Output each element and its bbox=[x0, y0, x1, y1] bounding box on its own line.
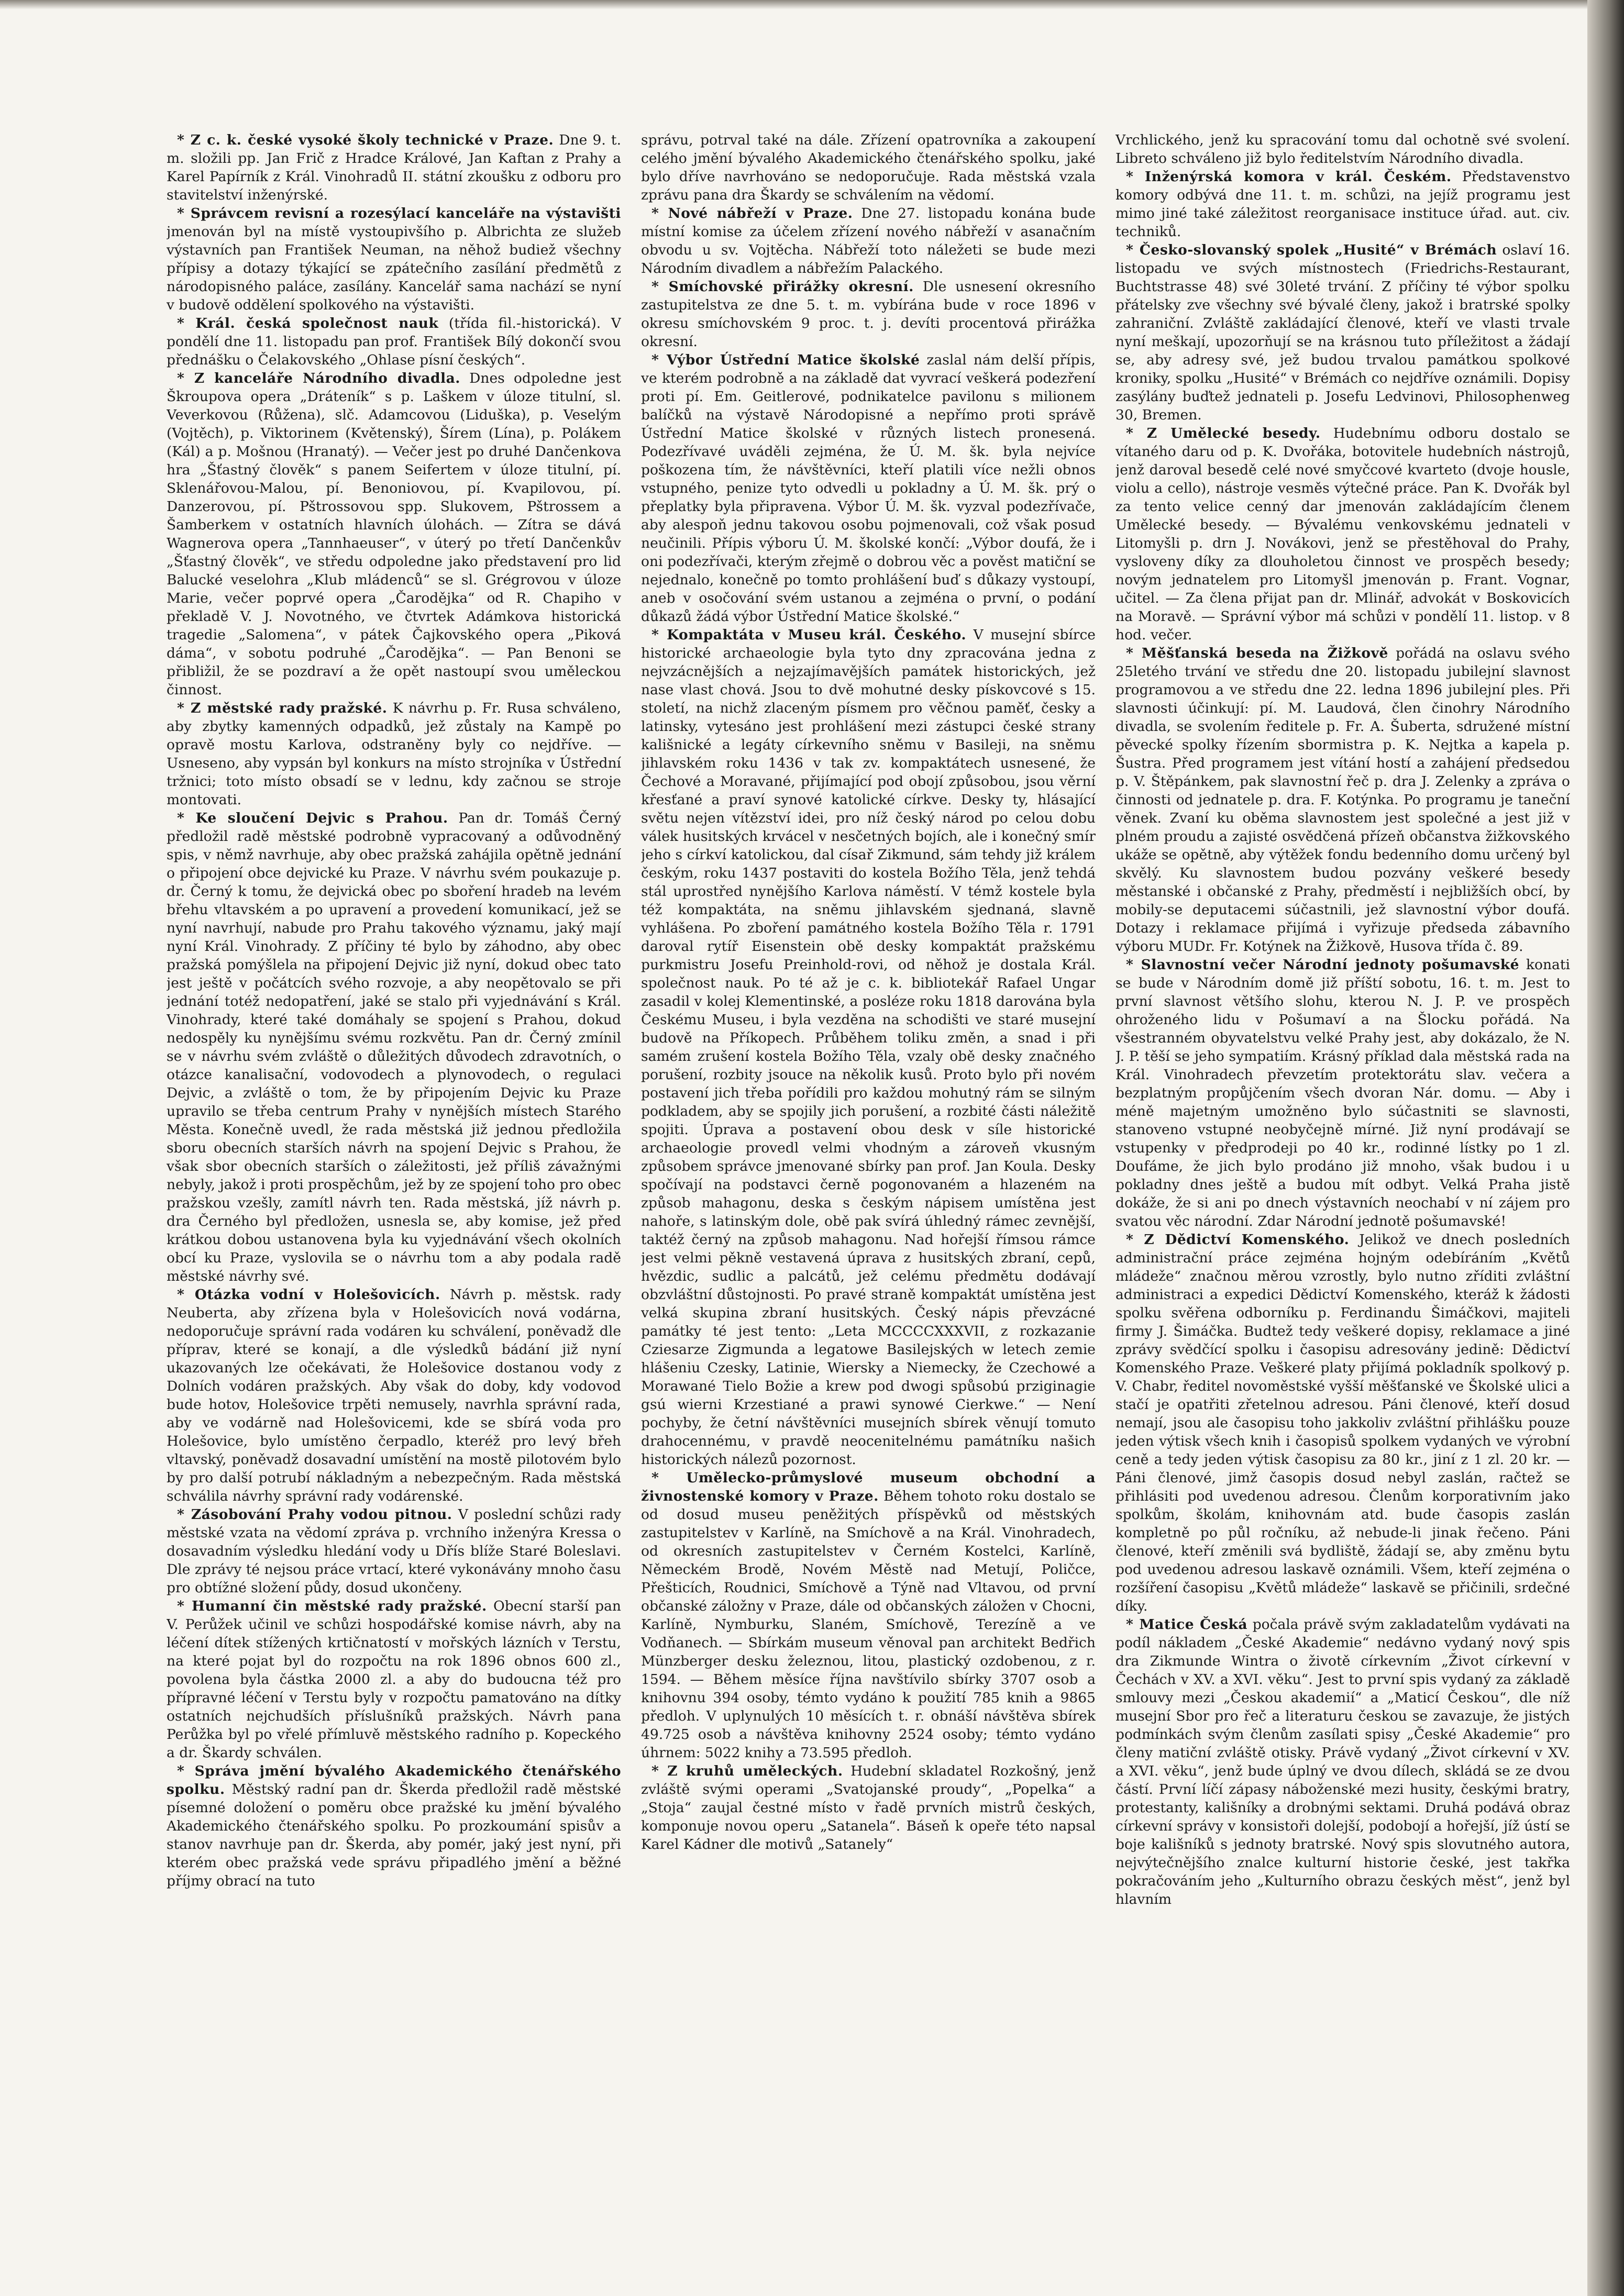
article-body: Dle usnesení okresního zastupitelstva ze dne 5. t. m. vybírána bude v roce 1896 v okresu smíchovském 9 proc. t. j. devíti procentová přirážka okresní. bbox=[641, 279, 1096, 350]
article-heading: * Výbor Ústřední Matice školské bbox=[651, 352, 920, 368]
column-1 bbox=[167, 131, 621, 2278]
article-body: Dne 9. t. m. složili pp. Jan Frič z Hradce Králové, Jan Kaftan z Prahy a Karel Papírník z Král. Vinohradů II. státní zkoušku z odboru pro stavitelství inženýrské. bbox=[167, 132, 621, 203]
article-body: konati se bude v Národním domě již příští sobotu, 16. t. m. Jest to první slavnost většího slohu, kterou N. J. P. ve prospěch ohroženého lidu v Pošumaví a na Šlocku pořádá. Na všestranném obyvatelstvu velké Prahy jest, aby dokázalo, že N. J. P. těší se jeho sympatiím. Krásný příklad dala městská rada na Král. Vinohradech převzetím protektorátu slav. večera a bezplatným propůjčením všech dvoran Nár. domu. — Aby i méně majetným umožněno bylo súčastniti se slavnosti, stanoveno vstupné neobyčejně mírné. Již nyní prodávají se vstupenky v předprodeji po 40 kr., rodinné lístky po 1 zl. Doufáme, že jich bylo prodáno již mnoho, však budou i u pokladny dnes ještě a budou mít odbyt. Velká Praha jistě dokáže, že si ani po dnech výstavních neochabí v ní zájem pro svatou věc národní. Zdar Národní jednotě pošumavské! bbox=[1115, 957, 1570, 1229]
article-paragraph bbox=[167, 314, 621, 369]
article-paragraph bbox=[641, 1469, 1096, 1762]
article-body: počala právě svým zakladatelům vydávati na podíl nákladem „České Akademie“ nedávno vydaný nový spis dra Zikmunde Wintra o životě církevním „Život církevní v Čechách v XV. a XVI. věku“. Jest to první spis vydaný za základě smlouvy mezi „Českou akademií“ a „Maticí Českou“, dle níž musejní Sbor pro řeč a literaturu českou se zavazuje, že jistých podmínkách svým členům zasílati spisy „České Akademie“ pro členy matiční zvláště otisky. Právě vydaný „Život církevní v XV. a XVI. věku“, jenž bude úplný ve dvou dílech, skládá se ze dvou částí. První líčí zápasy náboženské mezi husity, českými bratry, protestanty, kališníky a drobnými sektami. Druhá podává obraz církevní správy v konsistoři dolejší, podobojí a hořejší, jíž ústí se boje kališníků s jednoty bratrské. Nový spis slovutného autora, nejvýtečnějšího znalce kulturní historie české, jest takřka pokračováním jeho „Kulturního obrazu českých měst“, jenž byl hlavním bbox=[1115, 1616, 1570, 1907]
article-heading: * Z městské rady pražské. bbox=[177, 700, 388, 716]
article-heading: * Král. česká společnost nauk bbox=[177, 315, 439, 331]
article-paragraph bbox=[167, 369, 621, 699]
article-body: Představenstvo komory odbývá dne 11. t. m. schůzi, na jejíž programu jest mimo jiné také záležitost reorganisace instituce úřad. aut. civ. techniků. bbox=[1115, 169, 1570, 240]
article-heading: * Z Umělecké besedy. bbox=[1126, 425, 1321, 441]
article-paragraph bbox=[1115, 1230, 1570, 1615]
article-heading: * Z kanceláře Národního divadla. bbox=[177, 370, 460, 386]
article-paragraph bbox=[641, 204, 1096, 278]
article-body: Dne 27. listopadu konána bude místní komise za účelem zřízení nového nábřeží v asanačním obvodu u sv. Vojtěcha. Nábřeží toto náležeti se bude mezi Národním divadlem a nábřežím Palackého. bbox=[641, 205, 1096, 276]
article-paragraph bbox=[1115, 131, 1570, 168]
column-3 bbox=[1115, 131, 1570, 2278]
article-body: jmenován byl na místě vystoupivšího p. Albrichta ze služeb výstavních pan František Neuman, na něhož budiež všechny přípisy a dotazy týkající se zpátečního zasílání předmětů z národopisného paláce, zasílány. Kancelář sama nachází se nyní v budově oddělení spolkového na výstavišti. bbox=[167, 224, 621, 313]
article-body: V musejní sbírce historické archaeologie byla tyto dny zpracována jedna z nejvzácnějších a nejzajímavějších památek historických, jež nase vlast chová. Jsou to dvě mohutné desky pískovcové s 15. století, na nichž zlaceným písmem pro věčnou paměť, česky a latinsky, vytesáno jest prohlášení mezi zástupci české strany kališnické a legáty církevního sněmu v Basileji, na sněmu jihlavském roku 1436 v tak zv. kompaktátech usnesené, že Čechové a Moravané, přijímající pod obojí způsobou, jsou věrní křesťané a praví synové katolické církve. Desky ty, hlásající světu nejen vítězství idei, pro níž český národ po celou dobu válek husitských krvácel v nesčetných bojích, ale i konečný smír jeho s církví katolickou, dal císař Zikmund, sám tehdy již králem českým, roku 1437 postaviti do kostela Božího Těla, jenž tehdá stál uprostřed nynějšího Karlova náměstí. V témž kostele byla též kompaktáta, na sněmu jihlavském sjednaná, slavně vyhlášena. Po zboření památného kostela Božího Těla r. 1791 daroval rytíř Eisenstein obě desky kompaktát pražskému purkmistru Josefu Preinhold-rovi, od něhož je dostala Král. společnost nauk. Po té až je c. k. bibliotekář Rafael Ungar zasadil v kolej Klementinské, a posléze roku 1818 darována byla Českému Museu, i byla vezděna na schodišti ve staré musejní budově na Příkopech. Průběhem toliku změn, a snad i při samém zrušení kostela Božího Těla, vzaly obě desky značného porušení, rozbity jsouce na několik kusů. Proto bylo při novém postavení jich třeba pořídili pro každou mohutný rám se silným podkladem, aby se spojily jich porušení, a rozbité části náležitě spojiti. Úprava a postavení obou desk v síle historické archaeologie provedl velmi vhodným a zároveň vkusným způsobem správce jmenované sbírky pan prof. Jan Koula. Desky spočívají na podstavci černě pogonovaném a hlazeném na způsob mahagonu, deska s českým nápisem umístěna jest nahoře, s latinským dole, obě pak svírá úhledný rámec zevnější, taktéž černý na způsob mahagonu. Nad hořejší římsou rámce jest velmi pěkně vestavená úprava z husitských zbraní, cepů, hvězdic, sudlic a palcátů, jež celému předmětu dodávají obzvláštní důstojnosti. Po pravé straně kompaktát umístěna jest velká skupina zbraní husitských. Český nápis převzácné památky té jest tento: „Leta MCCCCXXXVII, z rozkazanie Cziesarze Zigmunda a legatowe Basilejských w letech zemie hlášeniu Czesky, Latinie, Wiersky a Niemecky, že Czechowé a Morawané Tielo Božie a krew pod dwogi spůsobú prziginagie gsú wierni Krzestiané a prawi synowé Cierkwe.“ — Není pochyby, že četní návštěvníci musejních sbírek věnují tomuto drahocennému, v pravdě neocenitelnému památníku našich historických nálezů pozornost. bbox=[641, 627, 1096, 1468]
page-top-shadow bbox=[0, 0, 1624, 9]
article-paragraph bbox=[641, 351, 1096, 626]
article-body: Hudební skladatel Rozkošný, jenž zvláště svými operami „Svatojanské proudy“, „Popelka“ a „Stoja“ zaujal čestné místo v řadě prvních mistrů českých, komponuje novou operu „Satanela“. Báseň k opeře této napsal Karel Kádner dle motivů „Satanely“ bbox=[641, 1763, 1096, 1853]
article-heading: * Slavnostní večer Národní jednoty pošumavské bbox=[1126, 957, 1520, 973]
article-heading: * Nové nábřeží v Praze. bbox=[651, 205, 853, 221]
article-paragraph bbox=[1115, 1615, 1570, 1909]
article-paragraph bbox=[167, 1505, 621, 1597]
article-paragraph bbox=[1115, 241, 1570, 424]
article-paragraph bbox=[167, 131, 621, 204]
article-body: Vrchlického, jenž ku spracování tomu dal ochotně své svolení. Libreto schváleno již bylo ředitelstvím Národního divadla. bbox=[1115, 132, 1570, 167]
article-paragraph bbox=[167, 204, 621, 314]
column-2 bbox=[641, 131, 1096, 2278]
article-paragraph bbox=[641, 626, 1096, 1469]
article-heading: * Z Dědictví Komenského. bbox=[1126, 1232, 1350, 1248]
article-paragraph bbox=[641, 131, 1096, 204]
article-paragraph bbox=[167, 699, 621, 809]
article-columns bbox=[167, 131, 1570, 2278]
article-heading: * Česko-slovanský spolek „Husité“ v Brémách bbox=[1126, 242, 1497, 258]
article-heading: * Měšťanská beseda na Žižkově bbox=[1126, 645, 1388, 661]
article-body: Hudebnímu odboru dostalo se vítaného daru od p. K. Dvořáka, botovitele hudebních nástrojů, jenž daroval besedě celé nové smyčcové kvarteto (dvoje housle, violu a cello), nástroje vesměs výtečné práce. Pan K. Dvořák byl za tento velice cenný dar jmenován zakládajícím členem Umělecké besedy. — Bývalému venkovskému jednateli v Litomyšli p. drn J. Novákovi, jenž se přestěhoval do Prahy, vysloveny díky za dlouholetou činnost ve prospěch besedy; novým jednatelem pro Litomyšl jmenován p. Frant. Vognar, učitel. — Za člena přijat pan dr. Mlinář, advokát v Boskovicích na Moravě. — Správní výbor má schůzi v pondělí 11. listop. v 8 hod. večer. bbox=[1115, 425, 1570, 643]
article-body: Během tohoto roku dostalo se od dosud museu peněžitých příspěvků od městských zastupitelstev v Karlíně, na Smíchově a na Král. Vinohradech, od okresních zastupitelstev v Černém Kostelci, Karlíně, Německém Brodě, Novém Městě nad Metují, Poličce, Přešticích, Roudnici, Smíchově a Týně nad Vltavou, od první občanské záložny v Praze, dále od občanských záložen v Chocni, Karlíně, Nymburku, Slaném, Smíchově, Terezíně a ve Vodňanech. — Sbírkám museum věnoval pan architekt Bedřich Münzberger desku železnou, litou, plastický ozdobenou, z r. 1594. — Během měsíce října navštívilo sbírky 3707 osob a knihovnu 394 osoby, témto vydáno k použití 785 knih a 9865 předloh. V uplynulých 10 měsících t. r. obnáší návštěva sbírek 49.725 osob a návštěva knihovny 2524 osoby; témto vydáno úhrnem: 5022 knihy a 73.595 předloh. bbox=[641, 1488, 1096, 1761]
article-paragraph bbox=[167, 1597, 621, 1762]
article-heading: * Humanní čin městské rady pražské. bbox=[177, 1598, 487, 1614]
article-body: Jelikož ve dnech posledních administrační práce zejména hojným odebíráním „Květů mládeže“ značnou měrou vzrostly, bylo nutno zříditi zvláštní administraci a expedici Dědictví Komenského, kteráž k žádosti spolku svěřena odborníku p. Ferdinandu Šimáčkovi, majiteli firmy J. Šimáčka. Budtež tedy veškeré dopisy, reklamace a jiné zprávy svědčící spolku i časopisu adresovány jedině: Dědictví Komenského Praze. Veškeré platy přijímá pokladník spolkový p. V. Chabr, ředitel novoměstské vyšší měšťanské ve Školské ulici a stačí je opatřiti zřetelnou adresou. Páni členové, kteří dosud nemají, jsou ale časopisu toho jakkoliv zvláštní přihlášku pouze jeden výtisk všech knih i časopisů spolkem vydaných ve výrobní ceně a tedy jeden výtisk časopisu za 80 kr., jiní z 1 zl. 20 kr. — Páni členové, jimž časopis dosud nebyl zaslán, račtež se přihlásiti pod uvedenou adresou. Členům korporativním jako spolkům, školám, knihovnám atd. bude časopis zaslán kompletně po půl ročníku, až nebude-li jinak řečeno. Páni členové, kteří změnili svá bydliště, žádají se, aby změnu bytu pod uvedenou adresou laskavě oznámili. Všem, kteří zejména o rozšíření časopisu „Květů mládeže“ laskavě se přičinili, srdečné díky. bbox=[1115, 1232, 1570, 1614]
article-heading: * Matice Česká bbox=[1126, 1616, 1248, 1633]
article-heading: * Zásobování Prahy vodou pitnou. bbox=[177, 1506, 452, 1523]
article-paragraph bbox=[641, 278, 1096, 351]
article-body: Návrh p. městsk. rady Neuberta, aby zřízena byla v Holešovicích nová vodárna, nedoporučuje správní rada vodáren ku schválení, poněvadž dle příprav, které se konají, a dle výsledků bádání již nyní ukazovaných lze očekávati, že Holešovice dostanou vody z Dolních vodáren pražských. Aby však do doby, kdy vodovod bude hotov, Holešovice trpěti nemusely, navrhla správní rada, aby ve vodárně nad Holešovicemi, kde se sbírá voda pro Holešovice, bylo umístěno čerpadlo, kteréž pro levý břeh vltavský, poněvadž dosavadní umístění na mostě pilotovém bylo by pro další potrubí nákladným a nebezpečným. Rada městská schválila návrhy správní rady vodárenské. bbox=[167, 1286, 621, 1504]
article-paragraph bbox=[167, 1762, 621, 1890]
article-body: oslaví 16. listopadu ve svých místnostech (Friedrichs-Restaurant, Buchtstrasse 48) své 30leté trvání. Z příčiny té výbor spolku přátelsky zve všechny své bývalé členy, jakož i bratrské spolky zahraniční. Zvláště zakládající členové, kteří ve vlasti trvale nyní meškají, upozorňují se na krásnou tuto příležitost a žádají se, aby adresy své, jež budou trvalou památkou spolkové kroniky, spolku „Husité“ v Brémách co nejdříve oznámili. Dopisy zasýlány buďtež jednateli p. Josefu Ledvinovi, Philosophenweg 30, Bremen. bbox=[1115, 242, 1570, 423]
article-paragraph bbox=[641, 1762, 1096, 1854]
article-body: K návrhu p. Fr. Rusa schváleno, aby zbytky kamenných odpadků, jež zůstaly na Kampě po opravě mostu Karlova, odstraněny byly co nejdříve. — Usneseno, aby vypsán byl konkurs na místo strojníka v Ústřední tržnici; toto místo obsadí se v lednu, kdy začnou se stroje montovati. bbox=[167, 700, 621, 808]
article-heading: * Správa jmění bývalého Akademického čtenářského spolku. bbox=[167, 1763, 621, 1798]
article-heading: * Kompaktáta v Museu král. Českého. bbox=[651, 627, 967, 643]
article-heading: * Otázka vodní v Holešovicích. bbox=[177, 1286, 440, 1303]
article-heading: * Správcem revisní a rozesýlací kanceláře na výstavišti bbox=[177, 205, 621, 221]
article-body: (třída fil.-historická). V pondělí dne 11. listopadu pan prof. František Bílý dokončí svou přednášku o Čelakovského „Ohlase písní českých“. bbox=[167, 315, 621, 368]
article-heading: * Ke sloučení Dejvic s Prahou. bbox=[177, 810, 448, 826]
article-body: Pan dr. Tomáš Černý předložil radě městské podrobně vypracovaný a odůvodněný spis, v němž navrhuje, aby obec pražská zahájila opětně jednání o připojení obce dejvické ku Praze. V návrhu svém poukazuje p. dr. Černý k tomu, že dejvická obec po sboření hradeb na levém břehu vltavském a po upravení a provedení komunikací, jež se nyní navrhují, nabude pro Prahu takového významu, jaký mají nyní Král. Vinohrady. Z příčiny té bylo by záhodno, aby obec pražská pomýšlela na připojení Dejvic již nyní, dokud obec tato jest ještě v počátcích svého rozvoje, a aby neopětovalo se při jednání totéž nedopatření, jaké se stalo při vyjednávání s Král. Vinohrady, které také domáhaly se spojení s Prahou, dokud nedospěly ku nynějšímu svému rozkvětu. Pan dr. Černý zmínil se v návrhu svém zvláště o důležitých důvodech zdravotních, o otázce kanalisační, vodovodech a plynovodech, o regulaci Dejvic, a zvláště o tom, že by připojením Dejvic ku Praze upravilo se třeba centrum Prahy v nynějších místech Starého Města. Konečně uvedl, že rada městská již jednou předložila sboru obecních starších návrh na spojení Dejvic s Prahou, že však sbor obecních starších o záležitosti, jež příliš závažnými nebyly, jakož i proti prospěchům, jež by ze spojení toho pro obec pražskou vzešly, zamítl návrh ten. Rada městská, jíž návrh p. dra Černého byl předložen, usnesla se, aby komise, jež před krátkou dobou ustanovena byla ku vyjednávání všech okolních obcí ku Praze, vyslovila se o návrhu tom a aby podala radě městské návrhy své. bbox=[167, 810, 621, 1284]
article-heading: * Z c. k. české vysoké školy technické v Praze. bbox=[177, 132, 554, 148]
article-body: Obecní starší pan V. Perůžek učinil ve schůzi hospodářské komise návrh, aby na léčení dítek stížených krtičnatostí v mořských lázních v Terstu, na které pojat byl do rozpočtu na rok 1896 obnos 600 zl., povolena byla částka 2000 zl. a aby do budoucna též pro přípravné léčení v Terstu byly v rozpočtu pamatováno na dítky ostatních nejchudších příslušníků pražských. Návrh pana Perůžka byl po vřelé přímluvě městského radního p. Kopeckého a dr. Škardy schválen. bbox=[167, 1598, 621, 1761]
article-paragraph bbox=[1115, 644, 1570, 956]
article-paragraph bbox=[1115, 956, 1570, 1230]
article-body: V poslední schůzi rady městské vzata na vědomí zpráva p. vrchního inženýra Kressa o dosavadním výsledku hledání vody u Dřís blíže Staré Boleslavi. Dle zprávy té nejsou práce vrtací, které vykonávány mnoho času pro obtížné složení půdy, dosud ukončeny. bbox=[167, 1506, 621, 1596]
article-heading: * Umělecko-průmyslové museum obchodní a živnostenské komory v Praze. bbox=[641, 1470, 1096, 1504]
article-body: správu, potrval také na dále. Zřízení opatrovníka a zakoupení celého jmění bývalého Akademického čtenářského spolku, jaké bylo dříve navrhováno se nedoporučuje. Rada městská vzala zprávu pana dra Škardy se schválením na vědomí. bbox=[641, 132, 1096, 203]
article-body: pořádá na oslavu svého 25letého trvání ve středu dne 20. listopadu jubilejní slavnost programovou a ve středu dne 22. ledna 1896 jubilejní ples. Při slavnosti účinkují: pí. M. Laudová, člen činohry Národního divadla, se svolením ředitele p. Fr. A. Šuberta, sdružené místní pěvecké spolky řízením sbormistra p. K. Nejtka a kapela p. Šustra. Před programem jest vítání hostí a zahájení předsedou p. V. Štěpánkem, pak slavnostní řeč p. dra J. Zelenky a zpráva o činnosti od jednatele p. dra. F. Kotýnka. Po programu je taneční věnek. Zvaní ku oběma slavnostem jest společné a jest již v plném proudu a zajisté osvědčená přízeň občanstva žižkovského ukáže se opětně, aby výtěžek fondu bedenního domu určený byl skvělý. Ku slavnostem budou pozvány veškeré besedy městanské i občanské z Prahy, předměstí i nejbližších obcí, by mobily-se deputacemi súčastnili, jež slavnostní výbor doufá. Dotazy i reklamace přijímá i vyřizuje předseda zábavního výboru MUDr. Fr. Kotýnek na Žižkově, Husova třída č. 89. bbox=[1115, 645, 1570, 955]
page-right-edge bbox=[1587, 0, 1624, 2296]
article-heading: * Z kruhů uměleckých. bbox=[651, 1763, 843, 1779]
article-body: Dnes odpoledne jest Škroupova opera „Dráteník“ s p. Laškem v úloze titulní, sl. Veverkovou (Růžena), slč. Adamcovou (Liduška), p. Veselým (Vojtěch), p. Viktorinem (Květenský), Šírem (Lína), p. Polákem (Kál) a p. Mošnou (Hranatý). — Večer jest po druhé Dančenkova hra „Šťastný člověk“ s panem Seifertem v úloze titulní, pí. Sklenářovou-Malou, pí. Benoniovou, pí. Kvapilovou, pí. Danzerovou, pí. Pštrossovou spp. Slukovem, Pštrossem a Šamberkem v ostatních hlavních úlohách. — Zítra se dává Wagnerova opera „Tannhaeuser“, v úterý po třetí Dančenkův „Šťastný člověk“, ve středu odpoledne jako představení pro lid Balucké veselohra „Klub mládenců“ se sl. Grégrovou v úloze Marie, večer poprvé opera „Čarodějka“ od R. Chapiho v překladě V. J. Novotného, ve čtvrtek Adámkova historická tragedie „Salomena“, v pátek Čajkovského opera „Piková dáma“, v sobotu podruhé „Čarodějka“. — Pan Benoni se přibližil, že se pozdraví a že opět nastoupí svou uměleckou činnost. bbox=[167, 370, 621, 698]
article-paragraph bbox=[167, 809, 621, 1285]
article-body: zaslal nám delší přípis, ve kterém podrobně a na základě dat vyvrací veškerá podezření proti pí. Em. Geitlerové, podnikatelce pavilonu s milionem balíčků na výstavě Národopisné a nepřímo proti správě Ústřední Matice školské v různých listech pronesená. Podezřívavé uváděli zejména, že Ú. M. šk. byla nejvíce poškozena tím, že návštěvníci, kteří platili více nežli obnos vstupného, penize tyto odvedli u pokladny a Ú. M. šk. prý o přeplatky byla připravena. Výbor Ú. M. šk. vyzval podezřívače, aby alespoň jednu takovou osobu pojmenovali, což však posud neučinili. Přípis výboru Ú. M. školské končí: „Výbor doufá, že i oni podezřívači, kterým zřejmě o dobrou věc a pověst matiční se nejednalo, konečně po tomto prohlášení buď s důkazy vystoupí, aneb v osočování svém ustanou a zejména o první, o podání důkazů žádá výbor Ústřední Matice školské.“ bbox=[641, 352, 1096, 625]
article-heading: * Smíchovské přirážky okresní. bbox=[651, 279, 914, 295]
article-paragraph bbox=[167, 1285, 621, 1505]
article-body: Městský radní pan dr. Škerda předložil radě městské písemné doložení o poměru obce pražské ku jmění bývalého Akademického čtenářského spolku. Po prozkoumání spisův a stanov navrhuje pan dr. Škerda, aby pomér, jaký jest nyní, při kterém obec pražská vede správu připadlého jmění a běžné příjmy obrací na tuto bbox=[167, 1781, 621, 1889]
article-heading: * Inženýrská komora v král. Českém. bbox=[1126, 169, 1452, 185]
article-paragraph bbox=[1115, 424, 1570, 644]
article-paragraph bbox=[1115, 168, 1570, 241]
